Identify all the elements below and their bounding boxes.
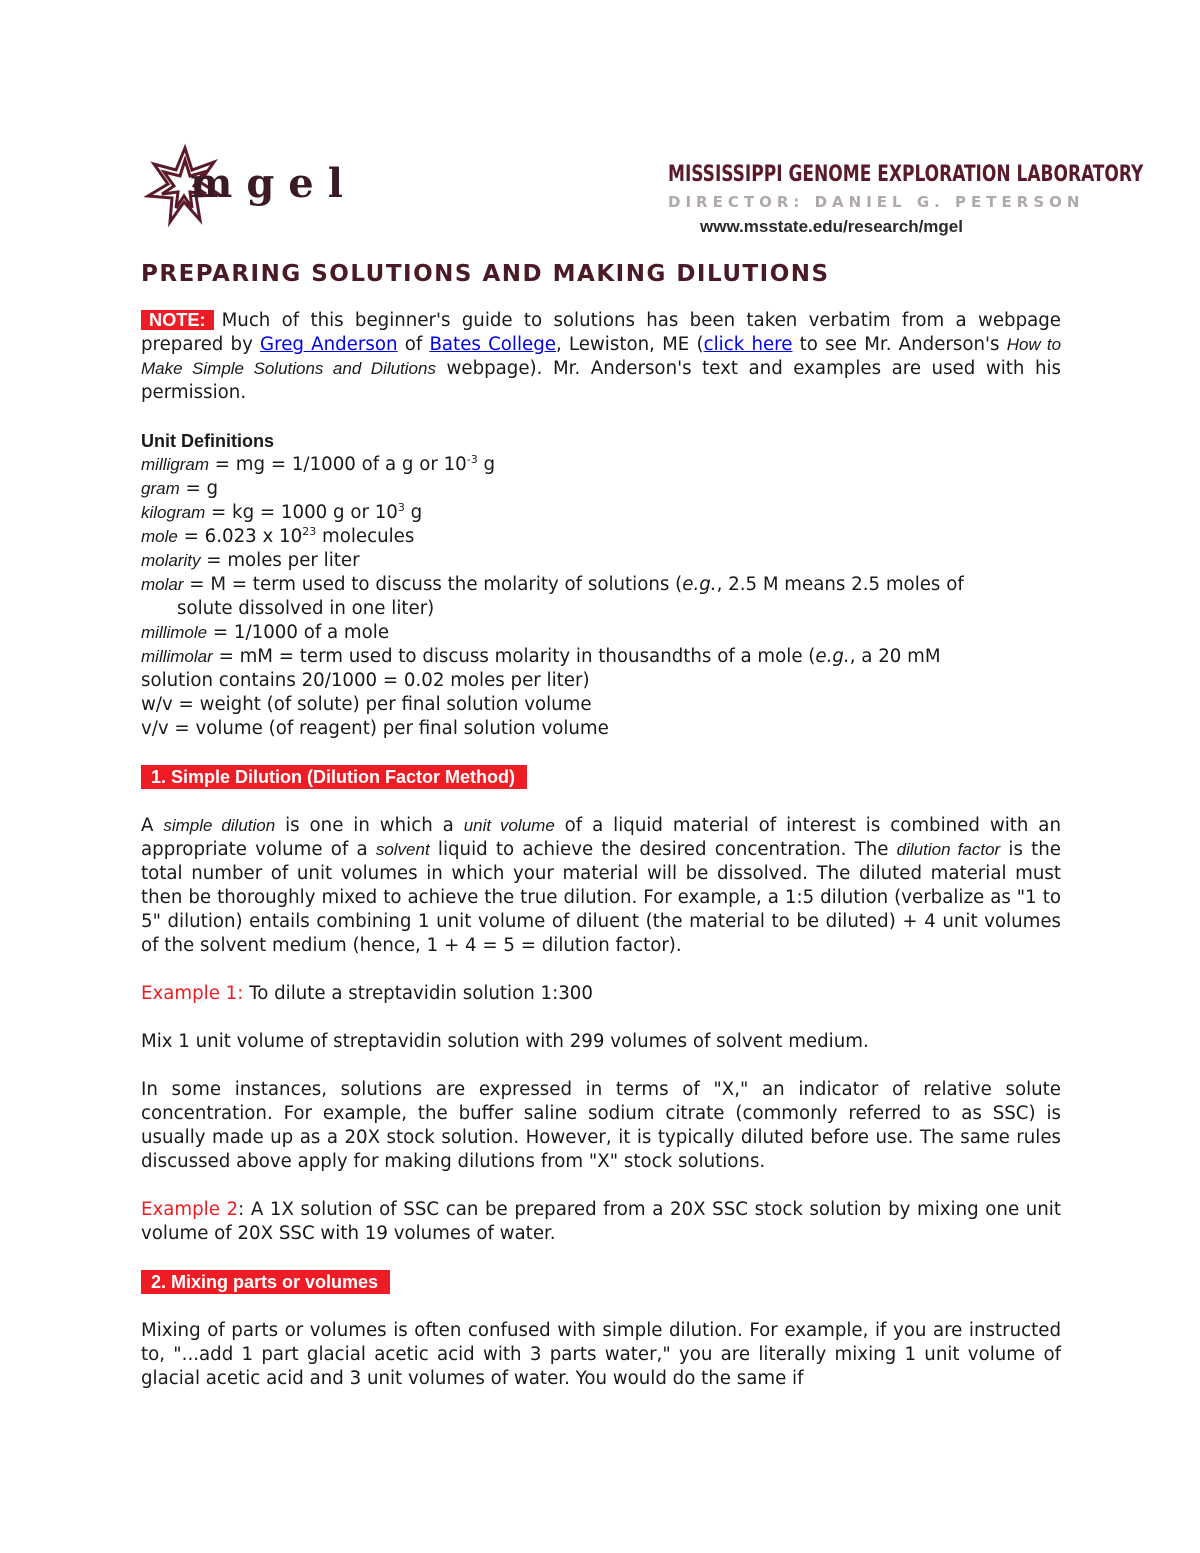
def-gram xyxy=(141,477,1061,501)
lab-url: www.msstate.edu/research/mgel xyxy=(700,217,963,236)
example-label: Example 1: xyxy=(141,983,244,1004)
def-millimolar-cont: solution contains 20/1000 = 0.02 moles per liter) xyxy=(141,670,590,691)
note-paragraph xyxy=(141,308,1061,405)
term: milligram xyxy=(141,455,209,474)
page-title: PREPARING SOLUTIONS AND MAKING DILUTIONS xyxy=(141,261,830,287)
link-bates-college[interactable]: Bates College xyxy=(429,334,556,355)
text: liquid to achieve the desired concentration. The xyxy=(429,839,897,860)
link-greg-anderson[interactable]: Greg Anderson xyxy=(260,334,398,355)
note-text: of xyxy=(397,334,430,355)
def-mole xyxy=(141,525,1061,549)
example-2 xyxy=(141,1198,1061,1246)
definition: = mg = 1/1000 of a g or 10 xyxy=(209,454,467,475)
webpage-title: How to Make Simple Solutions and Dilutions xyxy=(141,335,1062,378)
definition: = 6.023 x 10 xyxy=(177,526,303,547)
note-text: to see Mr. Anderson's xyxy=(792,334,1007,355)
term: solvent xyxy=(375,840,430,859)
unit-definitions-heading: Unit Definitions xyxy=(141,431,274,451)
term: molar xyxy=(141,575,184,594)
definition: = M = term used to discuss the molarity of solutions ( xyxy=(183,574,683,595)
definition: = moles per liter xyxy=(200,550,360,571)
definition: = mM = term used to discuss molarity in thousandths of a mole ( xyxy=(212,646,816,667)
term: molarity xyxy=(141,551,201,570)
example-text: To dilute a streptavidin solution 1:300 xyxy=(243,983,593,1004)
exponent: 3 xyxy=(397,501,405,514)
def-millimolar xyxy=(141,645,1061,669)
def-molarity xyxy=(141,549,1061,573)
example-text: : A 1X solution of SSC can be prepared from a 20X SSC stock solution by mixing one unit volume of 20X SSC with 19 volumes of water. xyxy=(141,1199,1061,1244)
note-badge: NOTE: xyxy=(141,310,214,330)
term: mole xyxy=(141,527,178,546)
def-molar xyxy=(141,573,1061,597)
example-label: Example 2 xyxy=(141,1199,239,1220)
definition: g xyxy=(477,454,496,475)
link-click-here[interactable]: click here xyxy=(703,334,793,355)
definition: = g xyxy=(179,478,219,499)
text: is one in which a xyxy=(275,815,464,836)
text: of a liquid material of interest is combined with an appropriate volume of a xyxy=(141,815,1061,860)
def-molar-cont: solute dissolved in one liter) xyxy=(177,598,435,619)
def-vv: v/v = volume (of reagent) per final solution volume xyxy=(141,718,609,739)
note-text: Much of this beginner's guide to solutions has been taken verbatim from a webpage prepared by xyxy=(141,310,1061,355)
definition: , a 20 mM xyxy=(849,646,941,667)
document-content xyxy=(141,262,1061,1391)
example-1 xyxy=(141,982,1061,1006)
lab-header xyxy=(668,162,1144,237)
definition: molecules xyxy=(316,526,415,547)
def-milligram xyxy=(141,453,1061,477)
example-1-answer: Mix 1 unit volume of streptavidin solution with 299 volumes of solvent medium. xyxy=(141,1031,869,1052)
term: gram xyxy=(141,479,180,498)
term: simple dilution xyxy=(163,816,276,835)
section-heading-mixing-parts: 2. Mixing parts or volumes xyxy=(141,1270,390,1294)
definition: = kg = 1000 g or 10 xyxy=(205,502,398,523)
text: A xyxy=(141,815,164,836)
term: dilution factor xyxy=(896,840,1001,859)
lab-name: MISSISSIPPI GENOME EXPLORATION LABORATORY xyxy=(668,162,1144,187)
mixing-parts-paragraph: Mixing of parts or volumes is often confused with simple dilution. For example, if you are instructed to, "...add 1 part glacial acetic acid with 3 parts water," you are literally mixing 1 unit volume of glacial acetic acid and 3 unit volumes of water. You would do the same if xyxy=(141,1320,1061,1389)
definition: , 2.5 M means 2.5 moles of xyxy=(716,574,964,595)
simple-dilution-paragraph xyxy=(141,814,1061,958)
term: kilogram xyxy=(141,503,206,522)
note-text: webpage). Mr. Anderson's text and examples are used with his permission. xyxy=(141,358,1062,403)
def-millimole xyxy=(141,621,1061,645)
def-kilogram xyxy=(141,501,1061,525)
term: millimolar xyxy=(141,647,213,666)
definition: g xyxy=(404,502,423,523)
note-text: , Lewiston, ME ( xyxy=(555,334,704,355)
lab-director: DIRECTOR: DANIEL G. PETERSON xyxy=(668,193,1085,211)
section-heading-simple-dilution: 1. Simple Dilution (Dilution Factor Method) xyxy=(141,765,527,789)
mgel-logo-text: mgel xyxy=(190,160,357,207)
exponent: 23 xyxy=(302,525,317,538)
term: unit volume xyxy=(463,816,555,835)
exponent: -3 xyxy=(466,453,478,466)
eg: e.g. xyxy=(815,646,850,667)
x-stock-paragraph: In some instances, solutions are expressed in terms of "X," an indicator of relative solute concentration. For example, the buffer saline sodium citrate (commonly referred to as SSC) is usually made up as a 20X stock solution. However, it is typically diluted before use. The same rules discussed above apply for making dilutions from "X" stock solutions. xyxy=(141,1079,1061,1172)
definition: = 1/1000 of a mole xyxy=(207,622,390,643)
term: millimole xyxy=(141,623,208,642)
def-wv: w/v = weight (of solute) per final solution volume xyxy=(141,694,592,715)
text: is the total number of unit volumes in which your material will be dissolved. The diluted material must then be thoroughly mixed to achieve the true dilution. For example, a 1:5 dilution (verbalize as "1 to 5" dilution) entails combining 1 unit volume of diluent (the material to be diluted) + 4 unit volumes of the solvent medium (hence, 1 + 4 = 5 = dilution factor). xyxy=(141,839,1061,956)
eg: e.g. xyxy=(682,574,717,595)
